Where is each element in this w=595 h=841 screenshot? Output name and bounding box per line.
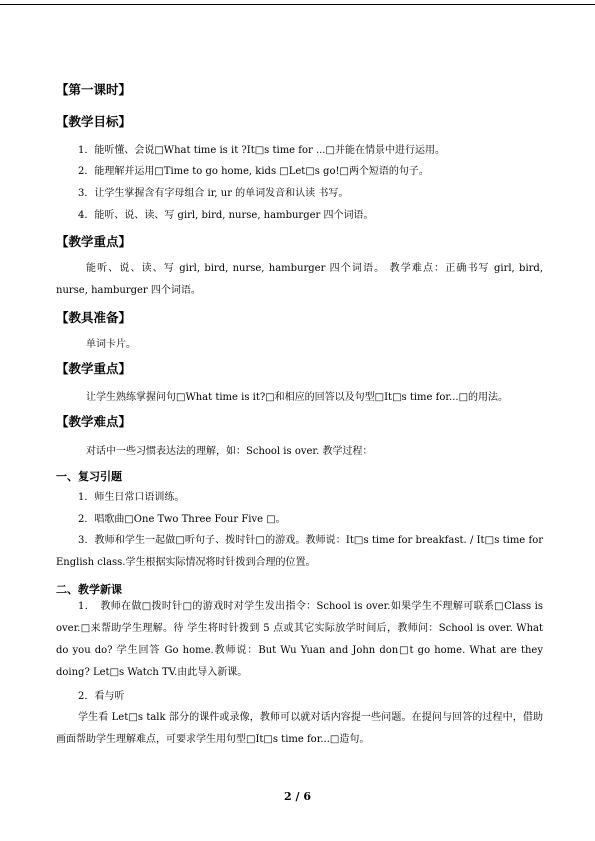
difficulty-heading: 【教学难点】	[56, 414, 132, 429]
new-lesson-item: 1． 教师在做□拨时针□的游戏时对学生发出指令：School is over.如果学生不理解可联系□Class is over.□来帮助学生理解。待 学生将时针拨到 5 点或其它实际放学时间后，教师问：School is over. What do you do? 学生回答 Go home.教师说：But Wu Yuan and John don□t go home. What are they doing? Let□s Watch TV.由此导入新课。	[56, 601, 543, 678]
key-points-heading: 【教学重点】	[56, 234, 132, 249]
lesson-title: 【第一课时】	[56, 82, 132, 97]
review-item: 3．教师和学生一起做□听句子、拨时针□的游戏。教师说：It□s time for breakfast. / It□s time for English class.学生根据实际情况将时针拨到合理的位置。	[56, 535, 543, 568]
new-lesson-item: 学生看 Let□s talk 部分的课件或录像，教师可以就对话内容提一些问题。在提问与回答的过程中，借助画面帮助学生理解难点，可要求学生用句型□It□s time for...□造句。	[56, 712, 543, 745]
difficulty-text: 对话中一些习惯表达法的理解，如：School is over. 教学过程：	[86, 446, 373, 457]
new-lesson-item: 2．看与听	[78, 691, 125, 702]
key-points-heading-2: 【教学重点】	[56, 361, 132, 376]
key-points-text: 能听、说、读、写 girl, bird, nurse, hamburger 四个词语。 教学难点：正确书写 girl, bird, nurse, hamburger 四个词语。	[56, 263, 543, 296]
review-item: 2．唱歌曲□One Two Three Four Five □。	[78, 514, 286, 525]
page-number: 2 / 6	[284, 790, 311, 803]
new-lesson-heading: 二、教学新课	[56, 583, 122, 596]
key-points-text-2: 让学生熟练掌握问句□What time is it?□和相应的回答以及句型□It□s time for...□的用法。	[86, 392, 509, 403]
header-rule	[0, 4, 595, 5]
review-heading: 一、复习引题	[56, 470, 122, 483]
tools-heading: 【教具准备】	[56, 310, 132, 325]
goal-item: 3．让学生掌握含有字母组合 ir, ur 的单词发音和认读 书写。	[78, 188, 349, 199]
goals-heading: 【教学目标】	[56, 114, 132, 129]
review-item: 1．师生日常口语训练。	[78, 492, 185, 503]
tools-text: 单词卡片。	[86, 339, 136, 350]
goal-item: 2．能理解并运用□Time to go home, kids □Let□s go!□两个短语的句子。	[78, 166, 429, 177]
goal-item: 4．能听、说、读、写 girl, bird, nurse, hamburger 四个词语。	[78, 210, 374, 221]
goal-item: 1．能听懂、会说□What time is it ?It□s time for ...□并能在情景中进行运用。	[78, 145, 445, 156]
